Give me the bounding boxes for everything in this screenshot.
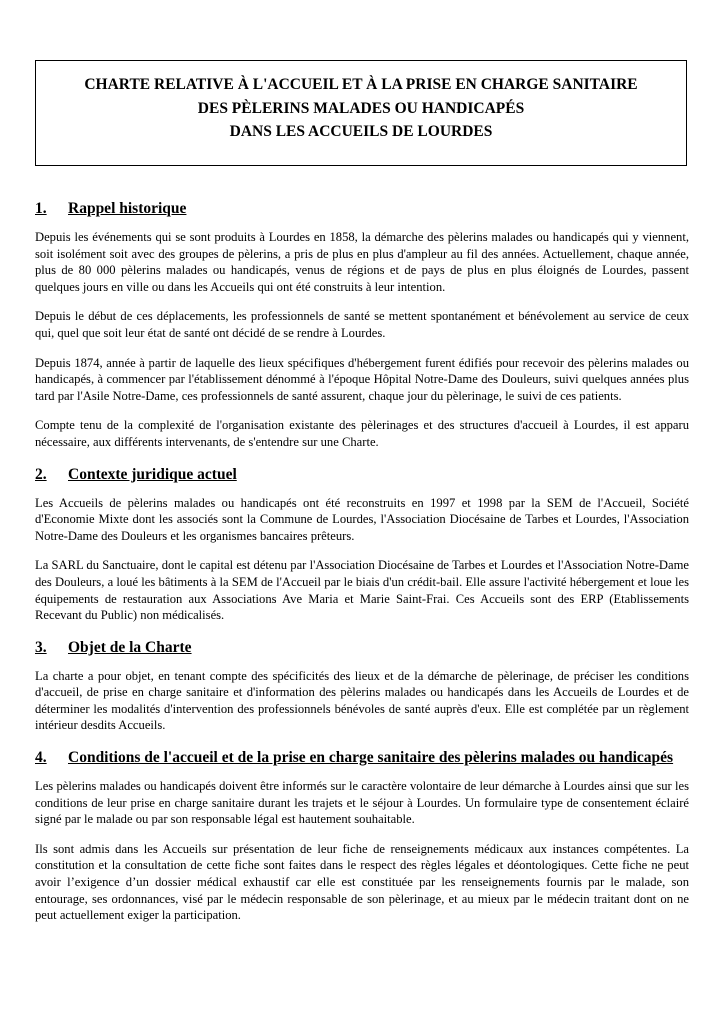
section-title: Contexte juridique actuel: [68, 465, 237, 483]
paragraph: Depuis les événements qui se sont produits à Lourdes en 1858, la démarche des pèlerins malades ou handicapés qui y viennent, soit isolément soit avec des groupes de pèlerins, a pris de plus en plus d'ampleur au fil des années. Actuellement, chaque année, plus de 80 000 pèlerins malades ou handicapés, venus de régions et de pays de plus en plus éloignés de Lourdes, passent quelques jours en ville ou dans les Accueils qui ont été construits à leur intention.: [35, 230, 689, 294]
section-rappel-historique: [35, 198, 689, 451]
title-line-2: DES PÈLERINS MALADES OU HANDICAPÉS: [197, 99, 525, 117]
section-conditions-accueil: [35, 747, 689, 924]
section-number: 4.: [35, 749, 47, 767]
paragraph: Compte tenu de la complexité de l'organisation existante des pèlerinages et des structures d'accueil à Lourdes, il est apparu nécessaire, aux différents intervenants, de s'entendre sur une Charte.: [35, 418, 689, 449]
title-line-3: DANS LES ACCUEILS DE LOURDES: [229, 123, 493, 140]
paragraph: Ils sont admis dans les Accueils sur présentation de leur fiche de renseignements médicaux aux instances compétentes. La constitution et la consultation de cette fiche sont faites dans le respect des règles légales et déontologiques. Cette fiche ne peut avoir l’exigence d’un dossier médical exhaustif car elle est constituée par les renseignements fournis par le malade, son entourage, ses ordonnances, visé par le médecin responsable de son pèlerinage, et au mieux par le médecin traitant dont on ne peut actuellement exiger la participation.: [35, 841, 689, 923]
paragraph: Les pèlerins malades ou handicapés doivent être informés sur le caractère volontaire de leur démarche à Lourdes ainsi que sur les conditions de leur prise en charge sanitaire durant les trajets et le séjour à Lourdes. Un formulaire type de consentement éclairé signé par le malade ou par son responsable légal est hautement souhaitable.: [35, 779, 689, 827]
paragraph: La charte a pour objet, en tenant compte des spécificités des lieux et de la démarche de pèlerinage, de préciser les conditions d'accueil, de prise en charge sanitaire et d'information des pèlerins malades ou handicapés dans les Accueils de Lourdes et de déterminer les modalités d'intervention des professionnels bénévoles de santé auprès d'eux. Elle est complétée par un règlement intérieur desdits Accueils.: [35, 668, 689, 733]
title-line-1: CHARTE RELATIVE À L'ACCUEIL ET À LA PRISE EN CHARGE SANITAIRE: [84, 76, 638, 93]
paragraph: Depuis le début de ces déplacements, les professionnels de santé se mettent spontanément et bénévolement au service de ceux qui, quel que soit leur état de santé ont décidé de se rendre à Lourdes.: [35, 309, 689, 340]
section-title: Objet de la Charte: [68, 638, 192, 656]
section-objet-charte: [35, 637, 689, 734]
section-heading: [35, 198, 689, 220]
paragraph: Depuis 1874, année à partir de laquelle des lieux spécifiques d'hébergement furent édifiés pour recevoir des pèlerins malades ou handicapés, à commencer par l'établissement dénommé à l'époque Hôpital Notre-Dame des Douleurs, suivi quelques années plus tard par l'Asile Notre-Dame, ces professionnels de santé assurent, chaque jour du pèlerinage, le suivi de ces patients.: [35, 355, 689, 403]
paragraph: Les Accueils de pèlerins malades ou handicapés ont été reconstruits en 1997 et 1998 par la SEM de l'Accueil, Société d'Economie Mixte dont les associés sont la Commune de Lourdes, l'Association Diocésaine de Tarbes et Lourdes, l'Association Notre-Dame des Douleurs et les organismes bancaires prêteurs.: [35, 495, 689, 543]
document-body: [35, 198, 689, 937]
section-contexte-juridique: [35, 464, 689, 624]
section-number: 3.: [35, 638, 47, 656]
paragraph: La SARL du Sanctuaire, dont le capital est détenu par l'Association Diocésaine de Tarbes et Lourdes et l'Association Notre-Dame des Douleurs, a loué les bâtiments à la SEM de l'Accueil par le biais d'un crédit-bail. Elle assure l'activité hébergement et loue les équipements de restauration aux Associations Ave Maria et Marie Saint-Frai. Ces Accueils sont des ERP (Etablissements Recevant du Public) non médicalisés.: [35, 558, 689, 623]
section-number: 2.: [35, 465, 47, 483]
section-heading: [35, 464, 689, 486]
section-heading: [35, 747, 689, 769]
section-title: Conditions de l'accueil et de la prise en charge sanitaire des pèlerins malades ou handicapés: [68, 749, 674, 767]
section-heading: [35, 637, 689, 659]
section-title: Rappel historique: [68, 200, 187, 217]
title-box: [35, 60, 687, 166]
section-number: 1.: [35, 200, 47, 217]
